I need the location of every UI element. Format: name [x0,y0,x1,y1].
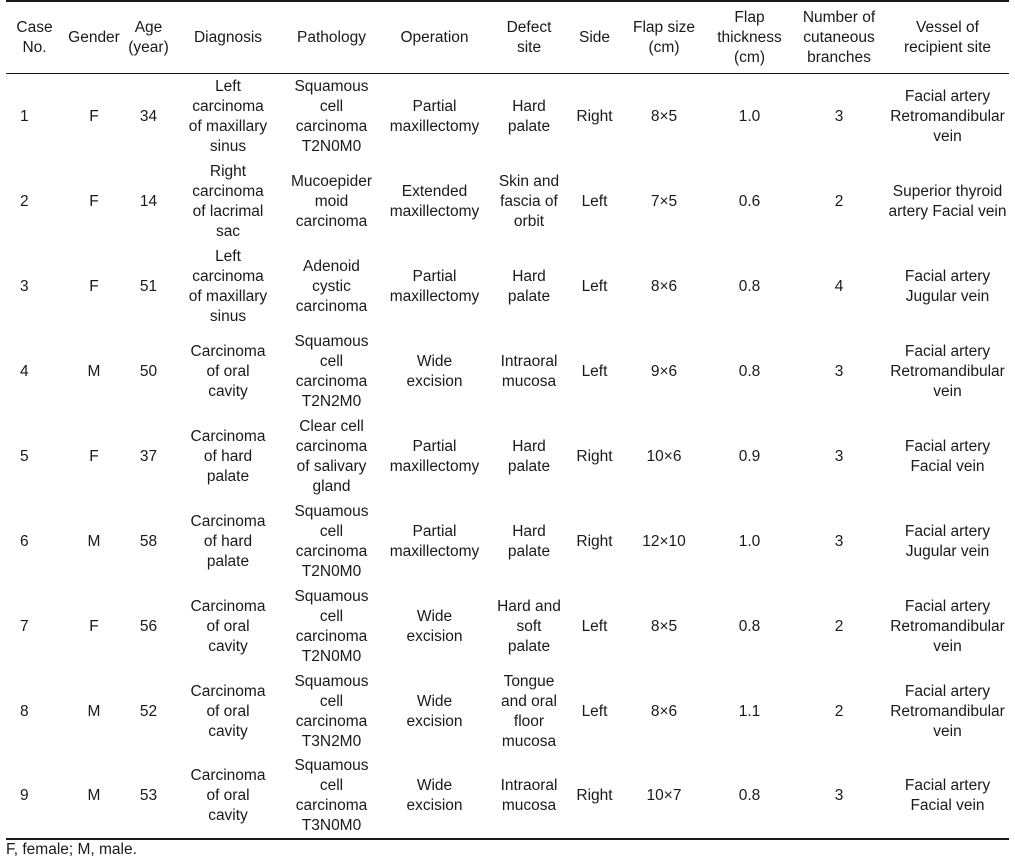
cell-defect-site: Tongue and oral floor mucosa [500,672,557,750]
cell-flap-thickness: 0.8 [738,362,761,380]
cell-diagnosis: Carcinoma of oral cavity [172,754,284,839]
table-row [6,584,1009,669]
cell-diagnosis: Left carcinoma of maxillary sinus [188,247,268,325]
table-row [6,499,1009,584]
cell-flap-size: 7×5 [650,192,678,210]
cell-flap-size: 8×6 [650,277,678,295]
header-operation: Operation [379,1,490,74]
header-vessel: Vessel of recipient site [886,1,1009,74]
cell-case-no: 1 [20,107,29,125]
cell-flap-thickness: 0.6 [738,192,761,210]
cell-pathology: Squamous cell carcinoma T2N2M0 [294,332,369,410]
case-table [6,0,1009,840]
table-row [6,754,1009,839]
cell-cutaneous-branches: 3 [834,532,844,550]
cell-vessel: Facial artery Jugular vein [904,522,991,560]
cell-flap-thickness: 0.8 [738,277,761,295]
header-diagnosis: Diagnosis [172,1,284,74]
cell-side: Left [581,362,608,380]
cell-cutaneous-branches: 3 [792,754,886,839]
cell-case-no: 9 [6,754,63,839]
cell-pathology: Adenoid cystic carcinoma [295,257,368,315]
cell-defect-site: Hard palate [507,522,551,560]
cell-defect-site: Hard palate [507,437,551,475]
cell-pathology: Squamous cell carcinoma T3N0M0 [284,754,379,839]
table-row [6,244,1009,329]
cell-cutaneous-branches: 3 [834,362,844,380]
cell-case-no: 2 [20,192,29,210]
cell-vessel: Facial artery Jugular vein [904,267,991,305]
cell-side: Right [576,447,613,465]
cell-operation: Partial maxillectomy [389,97,480,135]
cell-flap-size: 10×6 [646,447,682,465]
header-age: Age (year) [125,1,172,74]
cell-cutaneous-branches: 4 [834,277,844,295]
cell-flap-size: 8×6 [650,702,678,720]
cell-side: Left [581,617,608,635]
cell-diagnosis: Right carcinoma of lacrimal sac [192,162,264,240]
cell-case-no: 8 [20,702,29,720]
cell-gender: F [89,447,99,465]
cell-operation: Wide excision [406,352,463,390]
cell-age: 51 [139,277,158,295]
cell-pathology: Squamous cell carcinoma T3N2M0 [294,672,369,750]
cell-gender: M [87,362,101,380]
cell-side: Right [568,754,621,839]
cell-case-no: 5 [20,447,29,465]
cell-gender: F [89,277,99,295]
cell-flap-size: 8×5 [650,617,678,635]
cell-vessel: Facial artery Retromandibular vein [890,682,1005,740]
cell-vessel: Facial artery Facial vein [904,437,991,475]
cell-gender: M [63,754,125,839]
cell-vessel: Facial artery Facial vein [886,754,1009,839]
table-row [6,414,1009,499]
cell-cutaneous-branches: 3 [834,447,844,465]
cell-cutaneous-branches: 2 [834,617,844,635]
header-cutaneous-branches: Number of cutaneous branches [792,1,886,74]
cell-operation: Wide excision [406,607,463,645]
cell-diagnosis: Carcinoma of hard palate [190,512,266,570]
cell-flap-thickness: 0.8 [738,617,761,635]
table-row [6,669,1009,754]
cell-defect-site: Hard palate [507,97,551,135]
cell-side: Left [581,702,608,720]
cell-pathology: Squamous cell carcinoma T2N0M0 [294,587,369,665]
cell-age: 14 [139,192,158,210]
table-row [6,329,1009,414]
cell-age: 50 [139,362,158,380]
cell-vessel: Facial artery Retromandibular vein [890,597,1005,655]
cell-diagnosis: Carcinoma of hard palate [190,427,266,485]
cell-flap-thickness: 1.0 [738,532,761,550]
cell-gender: F [89,617,99,635]
cell-side: Left [581,277,608,295]
cell-age: 58 [139,532,158,550]
cell-cutaneous-branches: 2 [834,702,844,720]
header-flap-thickness: Flap thickness (cm) [707,1,792,74]
cell-case-no: 6 [20,532,29,550]
cell-side: Right [576,107,613,125]
cell-flap-thickness: 0.8 [707,754,792,839]
cell-diagnosis: Carcinoma of oral cavity [190,682,266,740]
cell-flap-size: 10×7 [621,754,707,839]
header-gender: Gender [63,1,125,74]
cell-case-no: 3 [20,277,29,295]
cell-pathology: Squamous cell carcinoma T2N0M0 [294,77,369,155]
cell-diagnosis: Left carcinoma of maxillary sinus [188,77,268,155]
cell-vessel: Facial artery Retromandibular vein [890,87,1005,145]
cell-operation: Wide excision [406,692,463,730]
header-case-no: Case No. [6,1,63,74]
cell-age: 52 [139,702,158,720]
cell-pathology: Clear cell carcinoma of salivary gland [295,417,368,495]
cell-operation: Partial maxillectomy [389,522,480,560]
cell-defect-site: Intraoral mucosa [500,352,558,390]
cell-pathology: Squamous cell carcinoma T2N0M0 [294,502,369,580]
cell-operation: Extended maxillectomy [389,182,480,220]
cell-side: Right [576,532,613,550]
cell-gender: F [89,192,99,210]
cell-defect-site: Hard and soft palate [497,597,561,655]
cell-gender: M [87,532,101,550]
cell-age: 34 [139,107,158,125]
header-side: Side [568,1,621,74]
cell-pathology: Mucoepider moid carcinoma [291,172,372,230]
cell-defect-site: Hard palate [507,267,551,305]
cell-flap-thickness: 1.1 [738,702,761,720]
cell-case-no: 4 [20,362,29,380]
cell-defect-site: Intraoral mucosa [490,754,568,839]
cell-operation: Wide excision [379,754,490,839]
cell-diagnosis: Carcinoma of oral cavity [190,342,266,400]
cell-age: 37 [139,447,158,465]
cell-gender: M [87,702,101,720]
cell-case-no: 7 [20,617,29,635]
table-footnote: F, female; M, male. [6,841,137,858]
cell-cutaneous-branches: 2 [834,192,844,210]
cell-defect-site: Skin and fascia of orbit [498,172,560,230]
header-flap-size: Flap size (cm) [621,1,707,74]
cell-age: 56 [139,617,158,635]
cell-side: Left [581,192,608,210]
cell-diagnosis: Carcinoma of oral cavity [190,597,266,655]
cell-flap-thickness: 0.9 [738,447,761,465]
table-row [6,74,1009,160]
cell-operation: Partial maxillectomy [389,267,480,305]
cell-flap-thickness: 1.0 [738,107,761,125]
cell-gender: F [89,107,99,125]
header-pathology: Pathology [284,1,379,74]
cell-flap-size: 12×10 [642,532,686,550]
header-row [6,1,1009,74]
header-defect-site: Defect site [490,1,568,74]
cell-age: 53 [125,754,172,839]
cell-vessel: Superior thyroid artery Facial vein [888,182,1007,220]
cell-vessel: Facial artery Retromandibular vein [890,342,1005,400]
table-row [6,159,1009,244]
cell-cutaneous-branches: 3 [834,107,844,125]
cell-flap-size: 8×5 [650,107,678,125]
cell-operation: Partial maxillectomy [389,437,480,475]
cell-flap-size: 9×6 [650,362,678,380]
